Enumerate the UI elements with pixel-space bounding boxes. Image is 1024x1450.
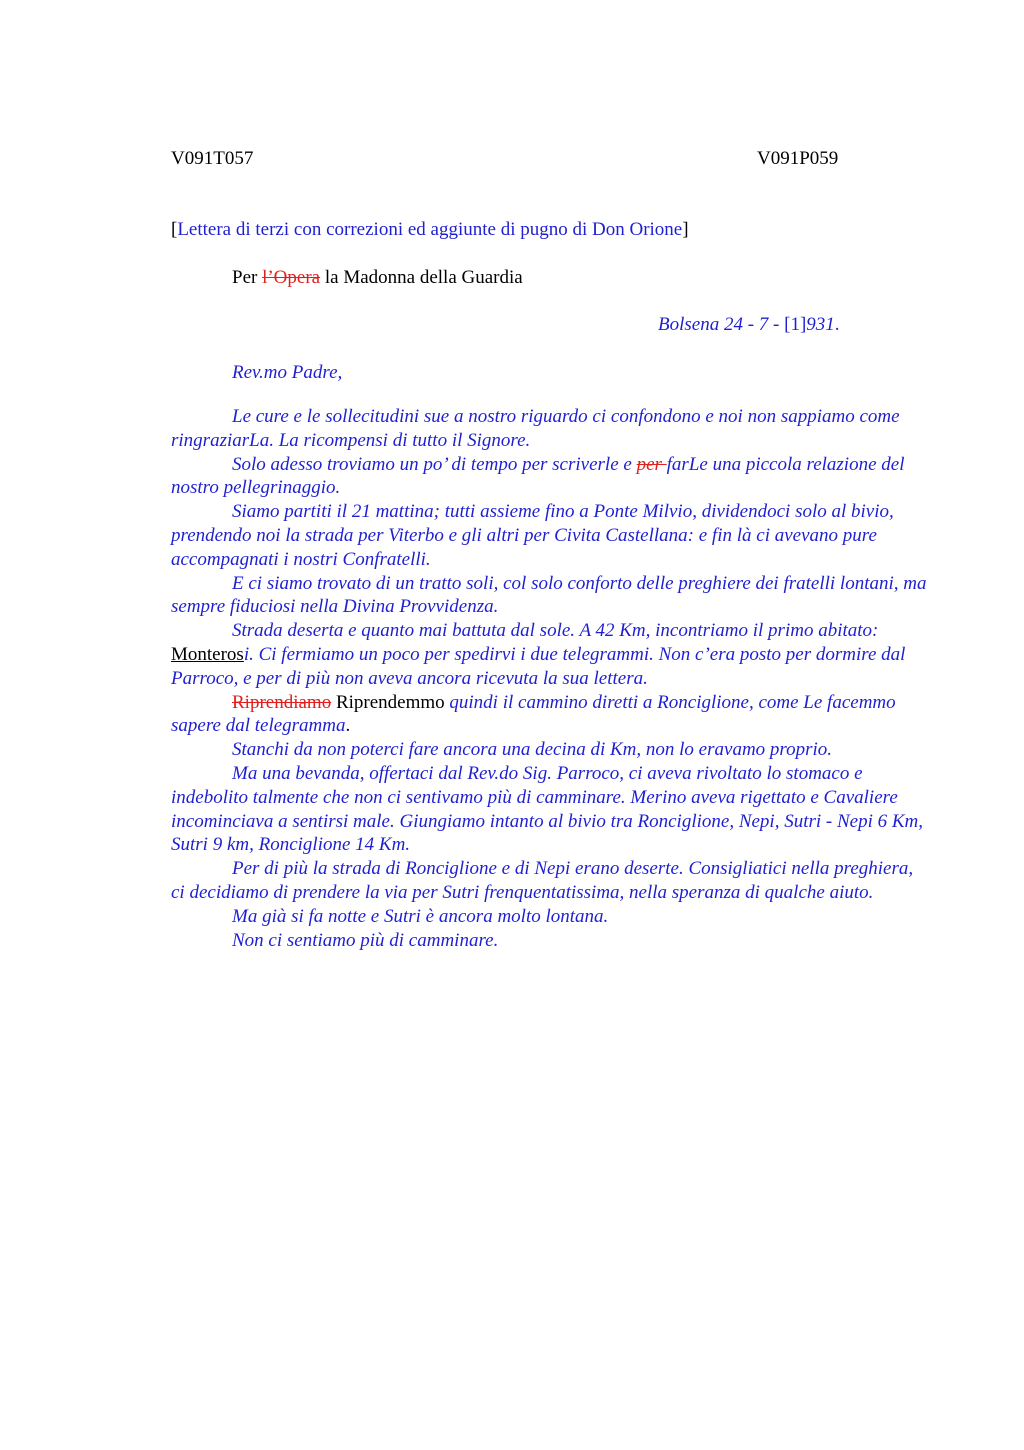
letter-body [171,405,931,952]
letter-date [658,314,840,336]
paragraph-text: . Ci fermiamo un poco per spedirvi i due telegrammi. Non c’era posto per dormire dal Parroco, e per di più non aveva ancora ricevuta la sua lettera. [171,643,906,689]
paragraph-text: quindi il cammino diretti a Ronciglione, come Le facemmo sapere dal telegramma [171,691,896,737]
paragraph: Per di più la strada di Ronciglione e di Nepi erano deserte. Consigliatici nella preghiera, ci decidiamo di prendere la via per Sutri frenquentatissima, nella speranza di qualche aiuto. [171,858,914,903]
paragraph: Ma una bevanda, offertaci dal Rev.do Sig. Parroco, ci aveva rivoltato lo stomaco e indebolito talmente che non ci sentivamo più di camminare. Merino aveva rigettato e Cavaliere incominciava a sentirsi male. Giungiamo intanto al bivio tra Ronciglione, Nepi, Sutri - Nepi 6 Km, Sutri 9 km, Ronciglione 14 Km. [171,762,924,856]
note-close-bracket: ] [682,219,689,240]
editorial-note [171,219,689,241]
paragraph-text: i [243,643,250,665]
paragraph: Siamo partiti il 21 mattina; tutti assieme fino a Ponte Milvio, dividendoci solo al bivio, prendendo noi la strada per Viterbo e gli altri per Civita Castellana: e fin là ci avevano pure accompagnati i nostri Confratelli. [171,501,894,570]
paragraph [171,619,931,690]
deleted-word: per [636,453,667,475]
date-bracket: [1] [784,314,807,335]
date-part2: 931 [806,314,835,335]
subject-prefix: Per [232,267,263,288]
paragraph: Stanchi da non poterci fare ancora una decina di Km, non lo eravamo proprio. [232,739,833,761]
paragraph-text: Strada deserta e quanto mai battuta dal sole. A 42 Km, incontriamo il primo abitato: [232,620,879,642]
date-end: . [834,314,840,335]
subject-rest: la Madonna della Guardia [320,267,523,288]
underlined-place: Monteros [171,643,244,665]
salutation: Rev.mo Padre, [232,362,343,383]
paragraph [171,453,931,501]
paragraph: Non ci sentiamo più di camminare. [232,929,499,951]
header-left-code: V091T057 [171,148,254,169]
paragraph [171,691,931,739]
inserted-word: Riprendemmo [331,691,450,713]
subject-line [232,267,523,289]
header-right-code: V091P059 [757,148,839,169]
note-open-bracket: [ [171,219,178,240]
subject-deleted: l’Opera [262,267,321,288]
paragraph-text: farLe una piccola relazione del nostro pellegrinaggio. [171,453,905,499]
paragraph: Ma già si fa notte e Sutri è ancora molto lontana. [232,905,609,927]
paragraph-text: Solo adesso troviamo un po’ di tempo per scriverle e [232,453,637,475]
paragraph: E ci siamo trovato di un tratto soli, col solo conforto delle preghiere dei fratelli lontani, ma sempre fiduciosi nella Divina Provvidenza. [171,572,927,618]
deleted-word: Riprendiamo [232,691,332,713]
paragraph-end: . [345,715,351,737]
date-part1: Bolsena 24 - 7 - [658,314,785,335]
paragraph: Le cure e le sollecitudini sue a nostro riguardo ci confondono e noi non sappiamo come ringraziarLa. La ricompensi di tutto il Signore. [171,406,900,451]
note-text: Lettera di terzi con correzioni ed aggiunte di pugno di Don Orione [177,219,683,240]
